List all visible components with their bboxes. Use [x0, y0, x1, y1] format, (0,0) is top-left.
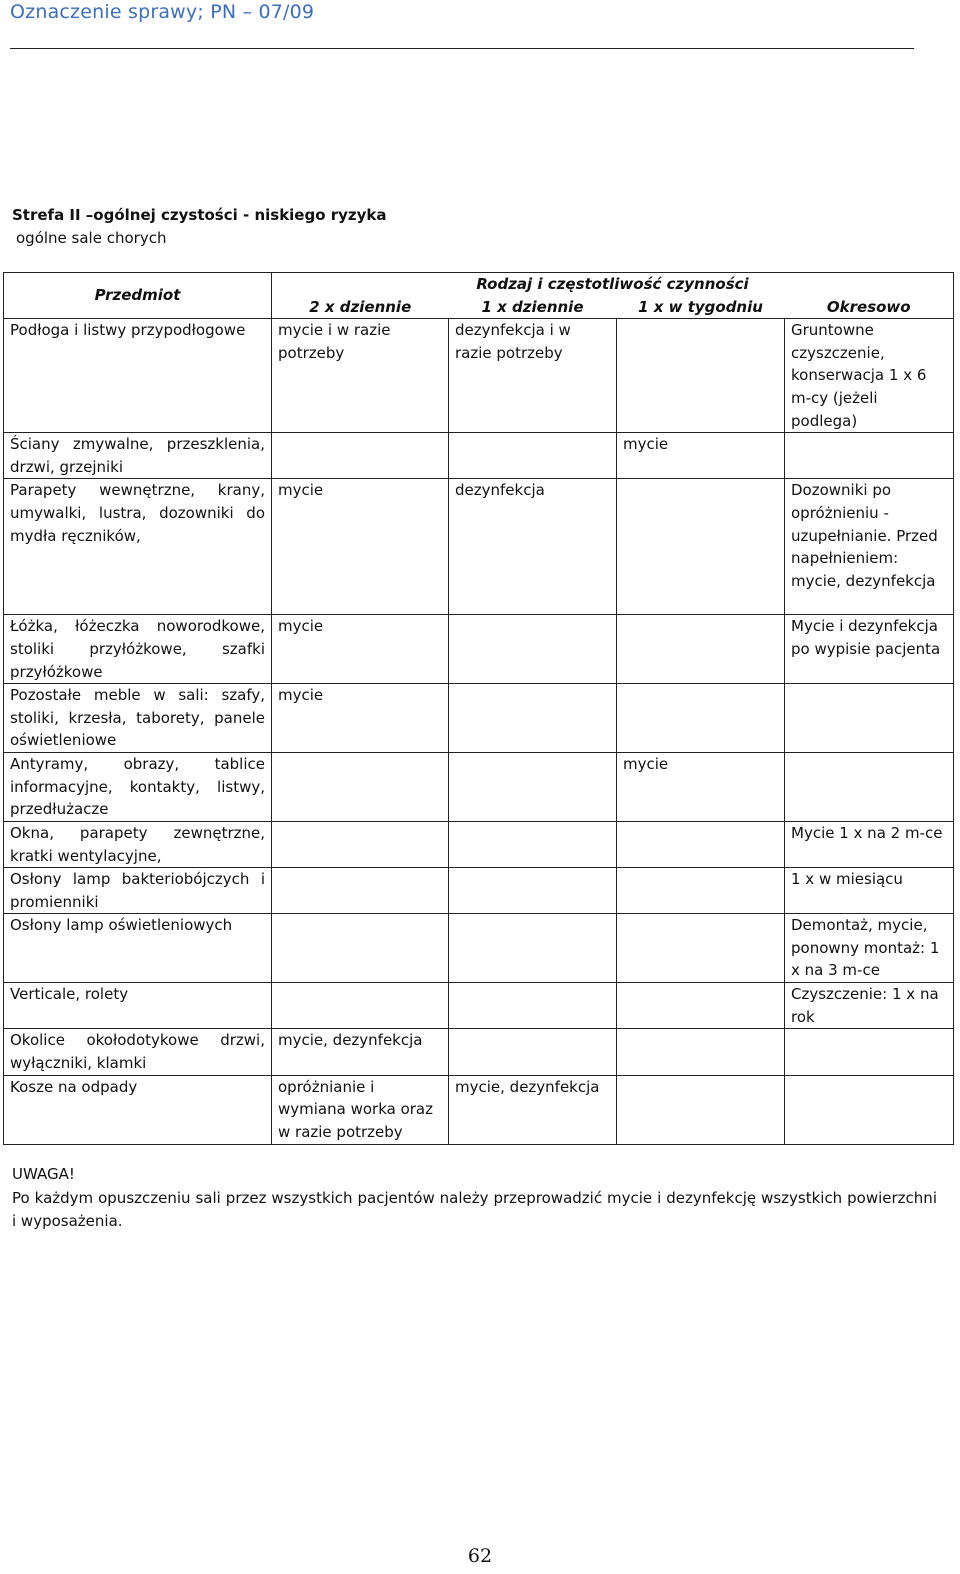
- weekly-cell: [617, 684, 785, 753]
- cleaning-schedule-table: [3, 272, 954, 1145]
- frequency-group-header: Rodzaj i częstotliwość czynności: [272, 273, 954, 296]
- table-row: [4, 615, 954, 684]
- periodic-cell: Gruntowne czyszczenie, konserwacja 1 x 6 m-cy (jeżeli podlega): [785, 319, 954, 433]
- weekly-cell: mycie: [617, 752, 785, 821]
- item-cell: Kosze na odpady: [4, 1075, 272, 1144]
- periodic-cell: Mycie 1 x na 2 m-ce: [785, 821, 954, 867]
- column-header: Okresowo: [785, 296, 954, 319]
- table-row: [4, 821, 954, 867]
- table-body: [4, 319, 954, 1144]
- periodic-cell: 1 x w miesiącu: [785, 868, 954, 914]
- periodic-cell: Dozowniki po opróżnieniu - uzupełnianie. Przed napełnieniem: mycie, dezynfekcja: [785, 479, 954, 615]
- daily-cell: mycie, dezynfekcja: [449, 1075, 617, 1144]
- item-cell: Osłony lamp bakteriobójczych i promienniki: [4, 868, 272, 914]
- item-column-header: Przedmiot: [4, 273, 272, 319]
- twice-daily-cell: mycie: [272, 684, 449, 753]
- table-row: [4, 1029, 954, 1075]
- item-cell: Parapety wewnętrzne, krany, umywalki, lustra, dozowniki do mydła ręczników,: [4, 479, 272, 615]
- weekly-cell: [617, 821, 785, 867]
- item-cell: Okolice okołodotykowe drzwi, wyłączniki, klamki: [4, 1029, 272, 1075]
- table-row: [4, 1075, 954, 1144]
- daily-cell: [449, 615, 617, 684]
- weekly-cell: [617, 983, 785, 1029]
- twice-daily-cell: [272, 821, 449, 867]
- item-cell: Verticale, rolety: [4, 983, 272, 1029]
- periodic-cell: [785, 684, 954, 753]
- table-row: [4, 752, 954, 821]
- twice-daily-cell: [272, 914, 449, 983]
- twice-daily-cell: mycie, dezynfekcja: [272, 1029, 449, 1075]
- periodic-cell: [785, 1075, 954, 1144]
- daily-cell: dezynfekcja: [449, 479, 617, 615]
- weekly-cell: [617, 914, 785, 983]
- table-row: [4, 868, 954, 914]
- table-row: [4, 983, 954, 1029]
- twice-daily-cell: [272, 752, 449, 821]
- daily-cell: [449, 983, 617, 1029]
- twice-daily-cell: [272, 868, 449, 914]
- daily-cell: [449, 684, 617, 753]
- table-row: [4, 914, 954, 983]
- table-row: [4, 433, 954, 479]
- item-cell: Osłony lamp oświetleniowych: [4, 914, 272, 983]
- table-row: [4, 479, 954, 615]
- item-cell: Okna, parapety zewnętrzne, kratki wentylacyjne,: [4, 821, 272, 867]
- twice-daily-cell: [272, 433, 449, 479]
- daily-cell: [449, 821, 617, 867]
- daily-cell: [449, 1029, 617, 1075]
- daily-cell: [449, 752, 617, 821]
- periodic-cell: Czyszczenie: 1 x na rok: [785, 983, 954, 1029]
- twice-daily-cell: [272, 983, 449, 1029]
- weekly-cell: [617, 1029, 785, 1075]
- daily-cell: [449, 868, 617, 914]
- header-rule: [10, 48, 914, 49]
- weekly-cell: [617, 1075, 785, 1144]
- periodic-cell: Mycie i dezynfekcja po wypisie pacjenta: [785, 615, 954, 684]
- weekly-cell: [617, 479, 785, 615]
- weekly-cell: mycie: [617, 433, 785, 479]
- column-header: 1 x dziennie: [449, 296, 617, 319]
- case-reference: Oznaczenie sprawy; PN – 07/09: [10, 1, 315, 23]
- periodic-cell: [785, 433, 954, 479]
- twice-daily-cell: opróżnianie i wymiana worka oraz w razie potrzeby: [272, 1075, 449, 1144]
- weekly-cell: [617, 868, 785, 914]
- column-header: 2 x dziennie: [272, 296, 449, 319]
- twice-daily-cell: mycie: [272, 615, 449, 684]
- item-cell: Podłoga i listwy przypodłogowe: [4, 319, 272, 433]
- daily-cell: [449, 433, 617, 479]
- note-text: Po każdym opuszczeniu sali przez wszystkich pacjentów należy przeprowadzić mycie i dezynfekcję wszystkich powierzchni i wyposażenia.: [12, 1189, 937, 1230]
- weekly-cell: [617, 319, 785, 433]
- zone-subtitle: ogólne sale chorych: [16, 229, 167, 247]
- item-cell: Antyramy, obrazy, tablice informacyjne, kontakty, listwy, przedłużacze: [4, 752, 272, 821]
- zone-title: Strefa II –ogólnej czystości - niskiego ryzyka: [12, 206, 387, 224]
- periodic-cell: Demontaż, mycie, ponowny montaż: 1 x na 3 m-ce: [785, 914, 954, 983]
- daily-cell: [449, 914, 617, 983]
- periodic-cell: [785, 752, 954, 821]
- twice-daily-cell: mycie: [272, 479, 449, 615]
- twice-daily-cell: mycie i w razie potrzeby: [272, 319, 449, 433]
- table-row: [4, 319, 954, 433]
- weekly-cell: [617, 615, 785, 684]
- item-cell: Ściany zmywalne, przeszklenia, drzwi, grzejniki: [4, 433, 272, 479]
- page-number: 62: [467, 1545, 493, 1567]
- periodic-cell: [785, 1029, 954, 1075]
- column-header: 1 x w tygodniu: [617, 296, 785, 319]
- table-row: [4, 684, 954, 753]
- item-cell: Łóżka, łóżeczka noworodkowe, stoliki przyłóżkowe, szafki przyłóżkowe: [4, 615, 272, 684]
- table-header-row: [4, 273, 954, 296]
- item-cell: Pozostałe meble w sali: szafy, stoliki, krzesła, taborety, panele oświetleniowe: [4, 684, 272, 753]
- note-title: UWAGA!: [12, 1165, 75, 1183]
- daily-cell: dezynfekcja i w razie potrzeby: [449, 319, 617, 433]
